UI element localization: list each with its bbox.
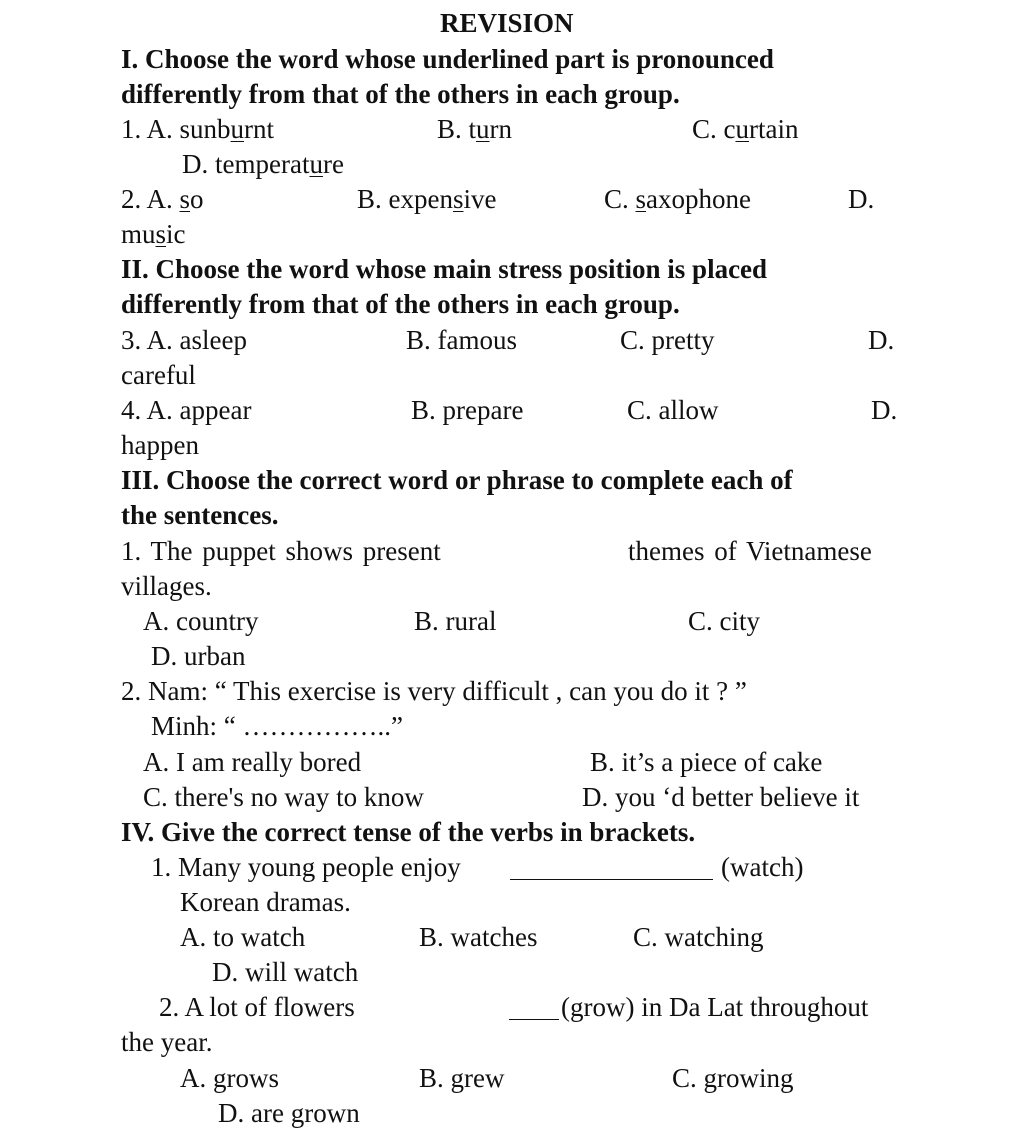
q4-option-d-label: D. <box>871 395 898 425</box>
section-3-heading-line-1: III. Choose the correct word or phrase to complete each of <box>121 465 793 495</box>
s3-q2-option-b: B. it’s a piece of cake <box>590 747 823 777</box>
section-2-heading-line-2: differently from that of the others in each group. <box>121 289 680 319</box>
q2-option-c: C. saxophone <box>604 184 751 214</box>
s4-q2-stem-line-2: the year. <box>121 1027 213 1057</box>
s4-q1-stem-line-2: Korean dramas. <box>180 887 351 917</box>
q2-option-d-label: D. <box>848 184 875 214</box>
s3-q1-stem-part-1: 1. The puppet shows present <box>121 536 441 566</box>
q3-option-a: 3. A. asleep <box>121 325 247 355</box>
s3-q2-option-a: A. I am really bored <box>143 747 362 777</box>
q1-option-b: B. turn <box>437 114 513 144</box>
q4-option-d-word: happen <box>121 430 199 460</box>
q4-option-a: 4. A. appear <box>121 395 252 425</box>
s3-q1-option-b: B. rural <box>414 606 497 636</box>
s4-q2-option-a: A. grows <box>180 1063 279 1093</box>
s3-q1-stem-part-2: themes of Vietnamese <box>628 536 872 566</box>
section-1-heading-line-2: differently from that of the others in each group. <box>121 79 680 109</box>
q4-option-c: C. allow <box>627 395 719 425</box>
q2-option-d-word: music <box>121 219 186 249</box>
s4-q1-option-d: D. will watch <box>212 957 359 987</box>
s4-q1-stem-part-1: 1. Many young people enjoy <box>151 852 461 882</box>
s4-q2-option-b: B. grew <box>419 1063 505 1093</box>
s3-q2-line-1: 2. Nam: “ This exercise is very difficult , can you do it ? ” <box>121 676 747 706</box>
q3-option-d-word: careful <box>121 360 196 390</box>
s3-q2-line-2: Minh: “ ……………..” <box>151 711 403 741</box>
q3-option-d-label: D. <box>868 325 895 355</box>
s4-q1-option-a: A. to watch <box>180 922 306 952</box>
s4-q1-answer-blank <box>510 879 713 880</box>
q2-option-b: B. expensive <box>357 184 497 214</box>
s3-q2-option-d: D. you ‘d better believe it <box>582 782 860 812</box>
q3-option-b: B. famous <box>406 325 517 355</box>
s3-q1-option-d: D. urban <box>151 641 246 671</box>
page-title: REVISION <box>440 8 574 38</box>
s3-q1-stem-line-2: villages. <box>121 571 212 601</box>
s3-q2-option-c: C. there's no way to know <box>143 782 424 812</box>
section-1-heading-line-1: I. Choose the word whose underlined part is pronounced <box>121 44 774 74</box>
s4-q2-stem-part-1: 2. A lot of flowers <box>159 992 355 1022</box>
s4-q2-option-c: C. growing <box>672 1063 794 1093</box>
s4-q1-option-b: B. watches <box>419 922 538 952</box>
q3-option-c: C. pretty <box>620 325 715 355</box>
s4-q1-stem-part-2: (watch) <box>721 852 804 882</box>
s3-q1-option-a: A. country <box>143 606 259 636</box>
s4-q2-answer-blank <box>509 1019 559 1020</box>
q1-option-d: D. temperature <box>182 149 344 179</box>
q2-option-a: 2. A. so <box>121 184 204 214</box>
q1-option-c: C. curtain <box>692 114 799 144</box>
s4-q2-option-d: D. are grown <box>218 1098 360 1128</box>
section-3-heading-line-2: the sentences. <box>121 500 279 530</box>
section-4-heading: IV. Give the correct tense of the verbs in brackets. <box>121 817 696 847</box>
q4-option-b: B. prepare <box>411 395 524 425</box>
s4-q1-option-c: C. watching <box>633 922 764 952</box>
s3-q1-option-c: C. city <box>688 606 760 636</box>
section-2-heading-line-1: II. Choose the word whose main stress position is placed <box>121 254 768 284</box>
s4-q2-stem-part-2: (grow) in Da Lat throughout <box>561 992 869 1022</box>
q1-option-a: 1. A. sunburnt <box>121 114 275 144</box>
